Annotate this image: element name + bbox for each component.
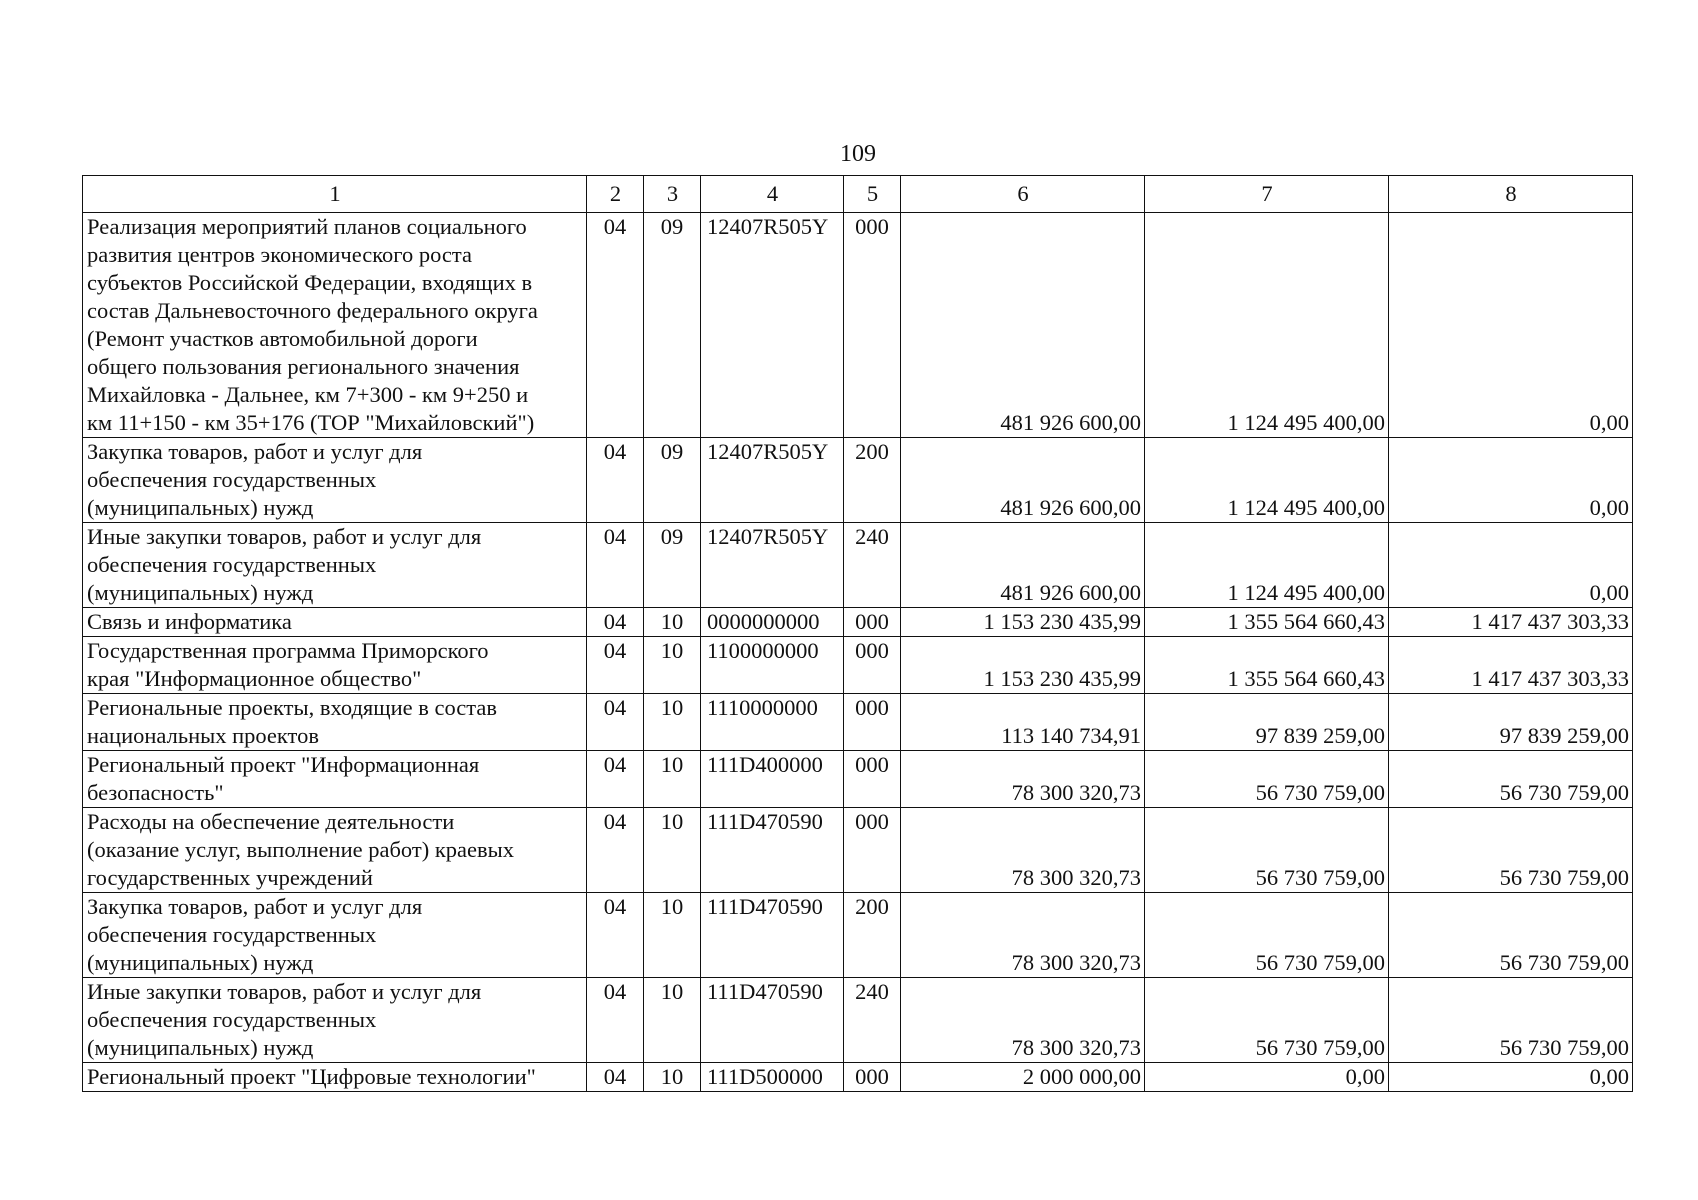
subsection-code: 10 <box>644 808 701 893</box>
item-name: Иные закупки товаров, работ и услуг для обеспечения государственных (муниципальных) нужд <box>83 523 587 608</box>
subsection-code: 10 <box>644 978 701 1063</box>
subsection-code: 09 <box>644 213 701 438</box>
amount-col-6: 481 926 600,00 <box>901 438 1145 523</box>
table-row <box>83 893 1633 978</box>
table-row <box>83 694 1633 751</box>
subsection-code: 10 <box>644 608 701 637</box>
item-name: Региональный проект "Цифровые технологии" <box>83 1063 587 1092</box>
amount-col-7: 56 730 759,00 <box>1145 751 1389 808</box>
expense-type-code: 000 <box>844 751 901 808</box>
amount-col-7: 1 355 564 660,43 <box>1145 637 1389 694</box>
subsection-code: 10 <box>644 694 701 751</box>
amount-col-7: 1 124 495 400,00 <box>1145 438 1389 523</box>
table-row <box>83 213 1633 438</box>
table-row <box>83 751 1633 808</box>
amount-col-8: 1 417 437 303,33 <box>1389 637 1633 694</box>
column-number: 3 <box>644 176 701 213</box>
section-code: 04 <box>587 1063 644 1092</box>
item-name: Реализация мероприятий планов социального развития центров экономического роста субъектов Российской Федерации, входящих в состав Дальневосточного федерального округа (Ремонт участков автомобильной дороги общего пользования регионального значения Михайловка - Дальнее, км 7+300 - км 9+250 и км 11+150 - км 35+176 (ТОР "Михайловский") <box>83 213 587 438</box>
expense-type-code: 000 <box>844 637 901 694</box>
table-row <box>83 978 1633 1063</box>
amount-col-8: 56 730 759,00 <box>1389 808 1633 893</box>
target-article-code: 111D470590 <box>701 893 844 978</box>
amount-col-7: 1 355 564 660,43 <box>1145 608 1389 637</box>
table-body <box>83 213 1633 1092</box>
expense-type-code: 000 <box>844 1063 901 1092</box>
item-name: Региональный проект "Информационная безопасность" <box>83 751 587 808</box>
section-code: 04 <box>587 893 644 978</box>
column-number: 2 <box>587 176 644 213</box>
amount-col-8: 56 730 759,00 <box>1389 978 1633 1063</box>
amount-col-7: 97 839 259,00 <box>1145 694 1389 751</box>
amount-col-8: 56 730 759,00 <box>1389 893 1633 978</box>
amount-col-6: 481 926 600,00 <box>901 523 1145 608</box>
table-row <box>83 523 1633 608</box>
column-number: 4 <box>701 176 844 213</box>
table-row <box>83 637 1633 694</box>
amount-col-8: 0,00 <box>1389 1063 1633 1092</box>
expense-type-code: 200 <box>844 438 901 523</box>
subsection-code: 10 <box>644 637 701 694</box>
subsection-code: 09 <box>644 438 701 523</box>
section-code: 04 <box>587 213 644 438</box>
table-row <box>83 438 1633 523</box>
section-code: 04 <box>587 808 644 893</box>
column-number: 1 <box>83 176 587 213</box>
target-article-code: 0000000000 <box>701 608 844 637</box>
amount-col-6: 1 153 230 435,99 <box>901 608 1145 637</box>
expense-type-code: 000 <box>844 808 901 893</box>
section-code: 04 <box>587 523 644 608</box>
section-code: 04 <box>587 751 644 808</box>
table-row <box>83 808 1633 893</box>
subsection-code: 09 <box>644 523 701 608</box>
amount-col-6: 481 926 600,00 <box>901 213 1145 438</box>
item-name: Расходы на обеспечение деятельности (оказание услуг, выполнение работ) краевых государственных учреждений <box>83 808 587 893</box>
amount-col-6: 78 300 320,73 <box>901 978 1145 1063</box>
item-name: Иные закупки товаров, работ и услуг для обеспечения государственных (муниципальных) нужд <box>83 978 587 1063</box>
subsection-code: 10 <box>644 751 701 808</box>
table-row <box>83 608 1633 637</box>
target-article-code: 111D470590 <box>701 808 844 893</box>
target-article-code: 12407R505Y <box>701 438 844 523</box>
amount-col-7: 1 124 495 400,00 <box>1145 523 1389 608</box>
item-name: Региональные проекты, входящие в состав национальных проектов <box>83 694 587 751</box>
section-code: 04 <box>587 637 644 694</box>
amount-col-6: 2 000 000,00 <box>901 1063 1145 1092</box>
amount-col-8: 1 417 437 303,33 <box>1389 608 1633 637</box>
section-code: 04 <box>587 694 644 751</box>
expense-type-code: 000 <box>844 213 901 438</box>
amount-col-6: 78 300 320,73 <box>901 751 1145 808</box>
amount-col-7: 56 730 759,00 <box>1145 978 1389 1063</box>
target-article-code: 111D470590 <box>701 978 844 1063</box>
section-code: 04 <box>587 438 644 523</box>
expense-type-code: 000 <box>844 694 901 751</box>
target-article-code: 1100000000 <box>701 637 844 694</box>
column-number: 5 <box>844 176 901 213</box>
amount-col-6: 113 140 734,91 <box>901 694 1145 751</box>
column-number: 7 <box>1145 176 1389 213</box>
target-article-code: 12407R505Y <box>701 523 844 608</box>
column-number: 8 <box>1389 176 1633 213</box>
amount-col-8: 97 839 259,00 <box>1389 694 1633 751</box>
target-article-code: 111D400000 <box>701 751 844 808</box>
amount-col-6: 78 300 320,73 <box>901 808 1145 893</box>
subsection-code: 10 <box>644 893 701 978</box>
expense-type-code: 240 <box>844 523 901 608</box>
expense-type-code: 000 <box>844 608 901 637</box>
target-article-code: 1110000000 <box>701 694 844 751</box>
column-number-row <box>83 176 1633 213</box>
item-name: Закупка товаров, работ и услуг для обеспечения государственных (муниципальных) нужд <box>83 893 587 978</box>
amount-col-8: 0,00 <box>1389 438 1633 523</box>
item-name: Связь и информатика <box>83 608 587 637</box>
amount-col-8: 56 730 759,00 <box>1389 751 1633 808</box>
target-article-code: 12407R505Y <box>701 213 844 438</box>
table-row <box>83 1063 1633 1092</box>
column-number: 6 <box>901 176 1145 213</box>
target-article-code: 111D500000 <box>701 1063 844 1092</box>
amount-col-6: 78 300 320,73 <box>901 893 1145 978</box>
item-name: Закупка товаров, работ и услуг для обеспечения государственных (муниципальных) нужд <box>83 438 587 523</box>
page-number: 109 <box>840 141 876 167</box>
expense-type-code: 200 <box>844 893 901 978</box>
amount-col-7: 0,00 <box>1145 1063 1389 1092</box>
budget-table <box>82 175 1633 1092</box>
item-name: Государственная программа Приморского края "Информационное общество" <box>83 637 587 694</box>
amount-col-8: 0,00 <box>1389 213 1633 438</box>
amount-col-7: 56 730 759,00 <box>1145 808 1389 893</box>
amount-col-7: 56 730 759,00 <box>1145 893 1389 978</box>
amount-col-7: 1 124 495 400,00 <box>1145 213 1389 438</box>
section-code: 04 <box>587 608 644 637</box>
amount-col-6: 1 153 230 435,99 <box>901 637 1145 694</box>
expense-type-code: 240 <box>844 978 901 1063</box>
amount-col-8: 0,00 <box>1389 523 1633 608</box>
section-code: 04 <box>587 978 644 1063</box>
subsection-code: 10 <box>644 1063 701 1092</box>
